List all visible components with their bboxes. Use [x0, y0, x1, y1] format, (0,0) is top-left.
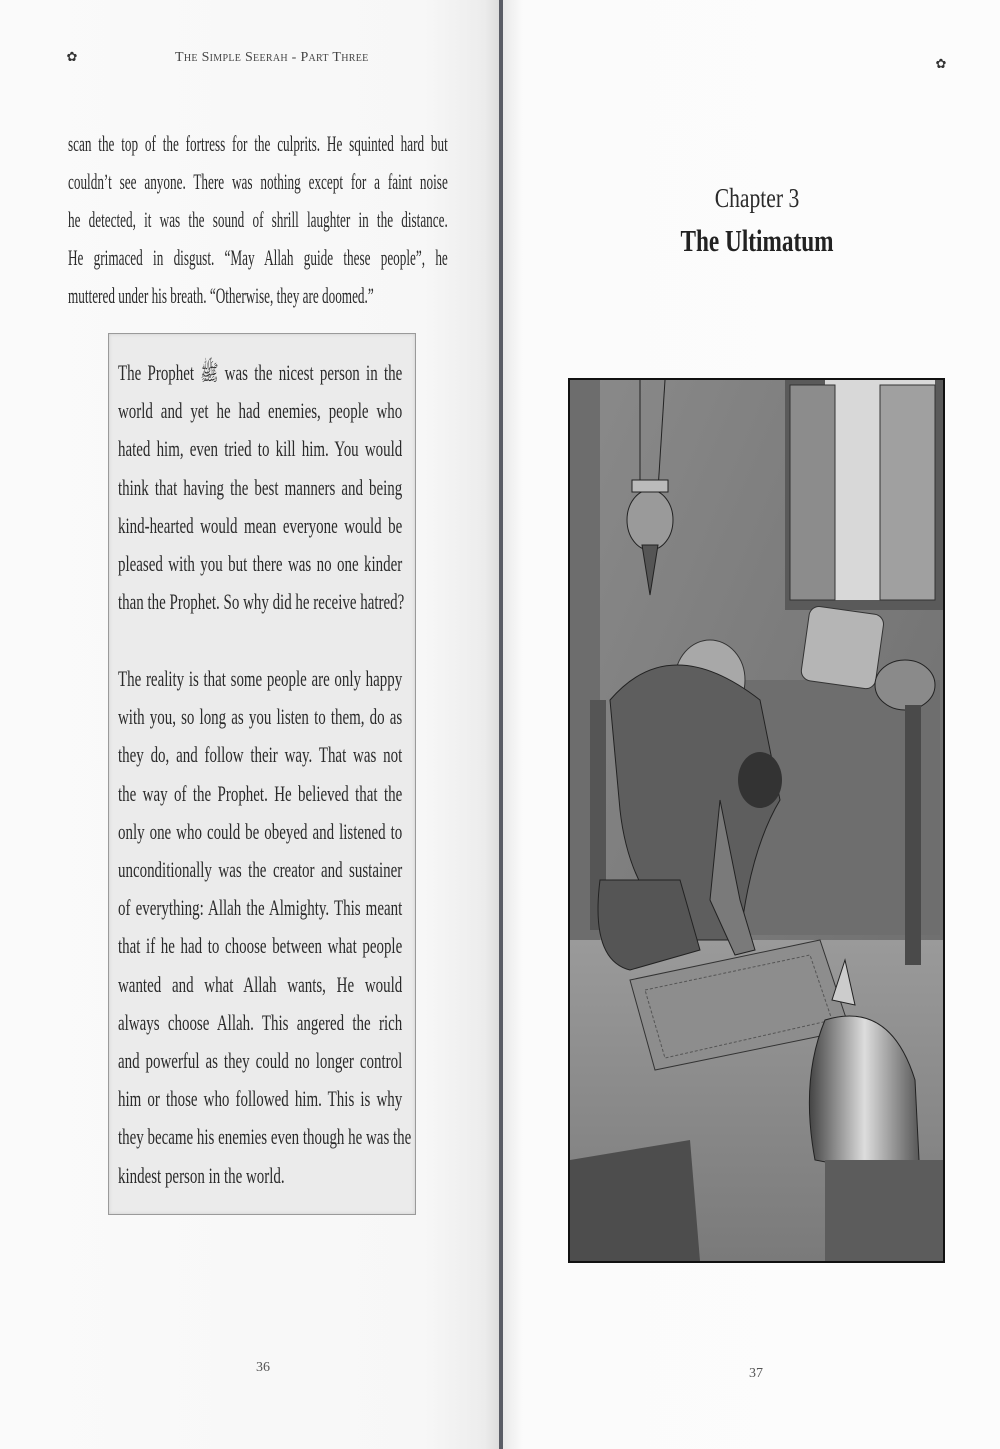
box-text-line: they do, and follow their way. That was not [118, 742, 403, 768]
ornament-icon: ✿ [66, 49, 78, 64]
page-number: 36 [256, 1360, 270, 1375]
text-line: muttered under his breath. “Otherwise, they are doomed.” [68, 283, 374, 308]
box-text-line: him or those who followed him. This is why [118, 1086, 403, 1112]
chapter-illustration [568, 378, 945, 1263]
box-text-line: the way of the Prophet. He believed that the [118, 780, 403, 806]
running-header: The Simple Seerah - Part Three [175, 50, 369, 65]
box-text-line: think that having the best manners and being [118, 474, 403, 500]
box-text-line: that if he had to choose between what people [118, 933, 403, 959]
box-text-line: hated him, even tried to kill him. You would [118, 436, 403, 462]
info-box [108, 333, 416, 1215]
box-text-line: than the Prophet. So why did he receive hatred? [118, 589, 405, 615]
box-text-line: world and yet he had enemies, people who [118, 398, 403, 424]
box-text-line: only one who could be obeyed and listened to [118, 818, 403, 844]
page-number: 37 [749, 1366, 763, 1381]
box-text-line: with you, so long as you listen to them, do as [118, 704, 403, 730]
box-text-line: always choose Allah. This angered the rich [118, 1009, 403, 1035]
text-line: He grimaced in disgust. “May Allah guide these people”, he [68, 245, 448, 270]
text-line: couldn’t see anyone. There was nothing except for a faint noise [68, 169, 448, 194]
text-line: scan the top of the fortress for the culprits. He squinted hard but [68, 131, 448, 156]
box-text-line: they became his enemies even though he was the [118, 1124, 412, 1150]
box-text-line: wanted and what Allah wants, He would [118, 971, 403, 997]
text-line: he detected, it was the sound of shrill laughter in the distance. [68, 207, 448, 232]
box-text-line: of everything: Allah the Almighty. This meant [118, 895, 403, 921]
box-text-line: kind-hearted would mean everyone would be [118, 512, 403, 538]
box-text-line: The reality is that some people are only happy [118, 666, 403, 691]
chapter-label: Chapter 3 [714, 183, 800, 213]
box-text-line: unconditionally was the creator and sustainer [118, 857, 403, 882]
box-text-line: kindest person in the world. [118, 1162, 285, 1188]
box-text-line: The Prophet ﷺ was the nicest person in the [118, 360, 403, 385]
ornament-icon: ✿ [935, 56, 947, 71]
chapter-title: The Ultimatum [680, 223, 834, 258]
box-text-line: and powerful as they could no longer control [118, 1048, 403, 1073]
box-text-line: pleased with you but there was no one kinder [118, 551, 403, 576]
